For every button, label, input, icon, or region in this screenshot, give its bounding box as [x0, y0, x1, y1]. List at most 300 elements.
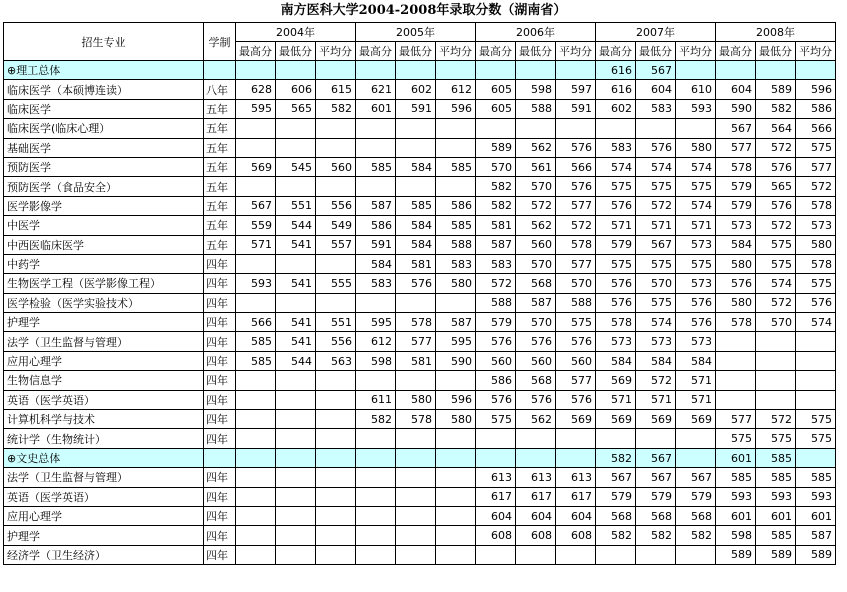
score-cell [676, 448, 716, 467]
duration-cell: 五年 [204, 196, 236, 215]
table-row [4, 138, 836, 157]
score-cell [396, 526, 436, 545]
header-col-avg: 平均分 [796, 42, 836, 61]
score-cell [356, 138, 396, 157]
score-cell: 571 [236, 235, 276, 254]
score-cell [436, 138, 476, 157]
score-cell: 576 [716, 274, 756, 293]
score-cell: 583 [356, 274, 396, 293]
score-cell: 577 [716, 138, 756, 157]
score-cell: 575 [636, 293, 676, 312]
header-year-2005: 2005年 [356, 23, 476, 42]
score-cell: 570 [556, 274, 596, 293]
score-cell: 576 [676, 313, 716, 332]
table-row [4, 196, 836, 215]
score-cell: 575 [556, 313, 596, 332]
score-cell: 591 [556, 99, 596, 118]
score-cell [276, 468, 316, 487]
score-cell [356, 119, 396, 138]
category-label: ⊕理工总体 [4, 61, 204, 80]
score-cell: 580 [716, 254, 756, 273]
score-cell: 588 [436, 235, 476, 254]
score-cell [716, 371, 756, 390]
score-cell: 575 [796, 429, 836, 448]
score-cell [436, 119, 476, 138]
score-cell: 579 [596, 235, 636, 254]
score-cell [276, 526, 316, 545]
duration-cell: 五年 [204, 157, 236, 176]
header-year-2008: 2008年 [716, 23, 836, 42]
score-cell: 613 [476, 468, 516, 487]
score-cell: 584 [716, 235, 756, 254]
table-row [4, 487, 836, 506]
score-cell: 567 [236, 196, 276, 215]
score-cell: 570 [756, 313, 796, 332]
score-cell [436, 61, 476, 80]
score-cell: 569 [596, 371, 636, 390]
score-cell: 576 [756, 196, 796, 215]
score-cell: 598 [356, 351, 396, 370]
score-cell [236, 138, 276, 157]
score-cell [316, 390, 356, 409]
score-cell: 577 [556, 196, 596, 215]
category-row [4, 448, 836, 467]
score-cell: 572 [796, 177, 836, 196]
score-cell: 574 [636, 313, 676, 332]
score-cell: 604 [636, 80, 676, 99]
score-cell: 617 [556, 487, 596, 506]
score-cell: 571 [676, 390, 716, 409]
score-cell: 582 [596, 526, 636, 545]
score-cell: 572 [756, 138, 796, 157]
score-cell: 602 [596, 99, 636, 118]
score-cell: 575 [796, 274, 836, 293]
table-row [4, 545, 836, 564]
score-cell: 576 [676, 293, 716, 312]
major-name: 统计学（生物统计） [4, 429, 204, 448]
score-cell: 541 [276, 332, 316, 351]
score-cell: 578 [716, 157, 756, 176]
score-cell: 573 [676, 332, 716, 351]
score-cell: 560 [476, 351, 516, 370]
score-cell: 584 [636, 351, 676, 370]
score-cell: 566 [796, 119, 836, 138]
score-cell: 570 [636, 274, 676, 293]
header-col-max: 最高分 [236, 42, 276, 61]
score-cell: 601 [716, 506, 756, 525]
score-cell [516, 429, 556, 448]
score-cell: 586 [796, 99, 836, 118]
score-cell: 572 [476, 274, 516, 293]
score-cell: 582 [636, 526, 676, 545]
score-cell: 582 [356, 410, 396, 429]
score-cell: 576 [396, 274, 436, 293]
duration-cell: 四年 [204, 293, 236, 312]
score-cell: 585 [396, 196, 436, 215]
score-cell: 551 [276, 196, 316, 215]
duration-cell: 五年 [204, 119, 236, 138]
duration-cell: 五年 [204, 99, 236, 118]
score-cell: 593 [236, 274, 276, 293]
score-cell: 570 [516, 313, 556, 332]
duration-cell: 五年 [204, 216, 236, 235]
score-cell: 582 [756, 99, 796, 118]
score-cell: 602 [396, 80, 436, 99]
score-cell: 588 [476, 293, 516, 312]
score-cell: 572 [636, 196, 676, 215]
score-cell: 585 [436, 157, 476, 176]
score-cell [436, 177, 476, 196]
major-name: 护理学 [4, 313, 204, 332]
duration-cell [204, 448, 236, 467]
score-cell: 578 [396, 410, 436, 429]
score-cell [356, 61, 396, 80]
score-cell [596, 119, 636, 138]
score-cell: 588 [556, 293, 596, 312]
score-cell: 561 [516, 157, 556, 176]
score-cell: 568 [676, 506, 716, 525]
score-cell: 575 [756, 254, 796, 273]
score-cell: 574 [756, 274, 796, 293]
score-cell [436, 429, 476, 448]
score-cell [236, 119, 276, 138]
score-cell: 572 [636, 371, 676, 390]
score-cell: 574 [636, 157, 676, 176]
table-row [4, 216, 836, 235]
header-col-avg: 平均分 [316, 42, 356, 61]
score-cell: 608 [556, 526, 596, 545]
score-cell: 580 [676, 138, 716, 157]
major-name: 生物信息学 [4, 371, 204, 390]
score-cell: 555 [316, 274, 356, 293]
score-cell: 576 [516, 390, 556, 409]
score-cell: 572 [516, 196, 556, 215]
score-cell: 585 [756, 468, 796, 487]
score-cell [716, 390, 756, 409]
table-row [4, 177, 836, 196]
header-col-max: 最高分 [476, 42, 516, 61]
score-cell: 590 [436, 351, 476, 370]
score-cell [236, 410, 276, 429]
score-cell [476, 61, 516, 80]
score-cell: 595 [436, 332, 476, 351]
score-cell: 571 [596, 216, 636, 235]
score-cell: 585 [716, 468, 756, 487]
major-name: 英语（医学英语） [4, 390, 204, 409]
score-cell: 578 [596, 313, 636, 332]
score-cell [236, 468, 276, 487]
score-cell: 587 [476, 235, 516, 254]
score-cell: 595 [356, 313, 396, 332]
score-cell: 577 [396, 332, 436, 351]
score-cell: 575 [636, 177, 676, 196]
score-cell [356, 293, 396, 312]
score-cell [756, 390, 796, 409]
score-cell: 593 [716, 487, 756, 506]
score-cell: 578 [396, 313, 436, 332]
score-cell [556, 545, 596, 564]
score-cell [236, 545, 276, 564]
header-year-2004: 2004年 [236, 23, 356, 42]
score-cell: 576 [596, 196, 636, 215]
score-cell [316, 526, 356, 545]
score-cell: 571 [676, 216, 716, 235]
score-cell: 580 [716, 293, 756, 312]
score-cell: 584 [396, 235, 436, 254]
duration-cell: 四年 [204, 254, 236, 273]
score-cell [236, 61, 276, 80]
score-cell: 590 [716, 99, 756, 118]
score-cell: 570 [516, 177, 556, 196]
score-cell [316, 254, 356, 273]
score-cell [316, 138, 356, 157]
score-cell [276, 177, 316, 196]
score-cell [276, 429, 316, 448]
score-cell: 585 [356, 157, 396, 176]
score-cell: 568 [516, 371, 556, 390]
score-cell [276, 545, 316, 564]
score-cell: 573 [716, 216, 756, 235]
score-cell: 577 [556, 254, 596, 273]
table-row [4, 351, 836, 370]
table-row [4, 119, 836, 138]
score-cell: 562 [516, 410, 556, 429]
score-cell: 565 [756, 177, 796, 196]
score-cell [396, 506, 436, 525]
score-cell: 593 [676, 99, 716, 118]
score-cell [276, 390, 316, 409]
score-cell: 589 [716, 545, 756, 564]
duration-cell: 四年 [204, 274, 236, 293]
major-name: 临床医学(临床心理） [4, 119, 204, 138]
score-cell [396, 545, 436, 564]
score-cell: 573 [596, 332, 636, 351]
score-cell: 584 [596, 351, 636, 370]
score-cell [396, 371, 436, 390]
score-cell: 604 [716, 80, 756, 99]
score-cell: 579 [716, 177, 756, 196]
score-cell: 611 [356, 390, 396, 409]
score-cell: 575 [716, 429, 756, 448]
duration-cell: 四年 [204, 313, 236, 332]
score-cell: 570 [516, 254, 556, 273]
score-cell [356, 371, 396, 390]
score-cell [396, 293, 436, 312]
score-cell: 573 [636, 332, 676, 351]
score-cell [476, 429, 516, 448]
score-cell [276, 487, 316, 506]
score-cell: 596 [796, 80, 836, 99]
score-cell: 574 [796, 313, 836, 332]
major-name: 预防医学（食品安全） [4, 177, 204, 196]
score-cell: 598 [716, 526, 756, 545]
major-name: 经济学（卫生经济） [4, 545, 204, 564]
score-cell: 544 [276, 351, 316, 370]
score-cell [396, 487, 436, 506]
table-row [4, 293, 836, 312]
table-row [4, 99, 836, 118]
score-cell: 578 [796, 254, 836, 273]
score-cell: 589 [756, 545, 796, 564]
score-cell [476, 119, 516, 138]
score-cell [636, 119, 676, 138]
score-cell: 581 [396, 351, 436, 370]
score-cell [276, 61, 316, 80]
score-cell [516, 61, 556, 80]
score-cell: 582 [476, 196, 516, 215]
duration-cell: 四年 [204, 410, 236, 429]
score-cell: 593 [756, 487, 796, 506]
score-cell: 585 [756, 526, 796, 545]
score-cell [236, 448, 276, 467]
score-cell [396, 468, 436, 487]
duration-cell: 四年 [204, 371, 236, 390]
score-cell: 612 [436, 80, 476, 99]
score-cell: 569 [556, 410, 596, 429]
duration-cell: 四年 [204, 468, 236, 487]
score-cell: 583 [436, 254, 476, 273]
score-cell [236, 371, 276, 390]
major-name: 英语（医学英语） [4, 487, 204, 506]
table-row [4, 390, 836, 409]
score-cell: 598 [516, 80, 556, 99]
score-cell [316, 506, 356, 525]
score-cell [596, 429, 636, 448]
score-cell: 585 [796, 468, 836, 487]
table-row [4, 506, 836, 525]
score-cell [716, 61, 756, 80]
score-cell: 617 [516, 487, 556, 506]
score-cell [316, 371, 356, 390]
header-col-max: 最高分 [596, 42, 636, 61]
score-cell: 605 [476, 80, 516, 99]
score-cell [396, 177, 436, 196]
score-cell: 578 [556, 235, 596, 254]
major-name: 基础医学 [4, 138, 204, 157]
score-cell [356, 177, 396, 196]
score-cell [756, 371, 796, 390]
score-cell [396, 429, 436, 448]
duration-cell [204, 61, 236, 80]
header-row-years [4, 23, 836, 42]
score-cell [636, 429, 676, 448]
score-cell [556, 61, 596, 80]
category-row [4, 61, 836, 80]
score-cell [276, 371, 316, 390]
score-cell: 567 [636, 448, 676, 467]
duration-cell: 四年 [204, 487, 236, 506]
score-cell [396, 138, 436, 157]
score-cell: 576 [596, 293, 636, 312]
score-cell: 575 [676, 177, 716, 196]
score-cell: 580 [796, 235, 836, 254]
header-duration: 学制 [204, 23, 236, 61]
major-name: 法学（卫生监督与管理） [4, 468, 204, 487]
score-cell: 585 [236, 332, 276, 351]
score-cell: 584 [396, 216, 436, 235]
score-cell: 587 [796, 526, 836, 545]
score-cell: 584 [676, 351, 716, 370]
table-row [4, 332, 836, 351]
score-cell: 595 [236, 99, 276, 118]
score-cell: 589 [756, 80, 796, 99]
score-cell: 578 [796, 196, 836, 215]
score-cell: 574 [676, 196, 716, 215]
score-cell: 579 [716, 196, 756, 215]
score-cell: 571 [636, 390, 676, 409]
score-cell: 575 [756, 429, 796, 448]
score-cell [276, 254, 316, 273]
header-col-min: 最低分 [756, 42, 796, 61]
score-table [3, 22, 836, 565]
score-cell [236, 177, 276, 196]
score-cell: 573 [796, 216, 836, 235]
score-cell: 567 [596, 468, 636, 487]
score-cell: 572 [556, 216, 596, 235]
major-name: 中西医临床医学 [4, 235, 204, 254]
header-col-max: 最高分 [716, 42, 756, 61]
score-cell: 559 [236, 216, 276, 235]
score-cell: 579 [596, 487, 636, 506]
score-cell: 575 [636, 254, 676, 273]
score-cell: 557 [316, 235, 356, 254]
score-cell [356, 487, 396, 506]
score-cell: 597 [556, 80, 596, 99]
score-cell [476, 545, 516, 564]
score-cell [796, 448, 836, 467]
score-cell: 566 [556, 157, 596, 176]
score-cell: 576 [756, 157, 796, 176]
table-row [4, 526, 836, 545]
score-cell [436, 293, 476, 312]
score-cell: 576 [556, 138, 596, 157]
score-cell: 541 [276, 313, 316, 332]
score-cell [436, 526, 476, 545]
score-cell: 564 [756, 119, 796, 138]
score-cell: 576 [596, 274, 636, 293]
major-name: 计算机科学与技术 [4, 410, 204, 429]
table-row [4, 254, 836, 273]
score-cell: 606 [276, 80, 316, 99]
score-cell: 589 [476, 138, 516, 157]
score-cell: 581 [476, 216, 516, 235]
score-cell [436, 371, 476, 390]
score-cell [276, 293, 316, 312]
score-cell [316, 545, 356, 564]
score-cell: 583 [596, 138, 636, 157]
score-cell [436, 468, 476, 487]
score-cell [636, 545, 676, 564]
score-cell: 601 [356, 99, 396, 118]
score-cell: 581 [396, 254, 436, 273]
score-cell [396, 448, 436, 467]
score-cell: 571 [596, 390, 636, 409]
score-cell [716, 332, 756, 351]
score-cell: 587 [516, 293, 556, 312]
score-cell [796, 61, 836, 80]
header-col-min: 最低分 [276, 42, 316, 61]
header-major: 招生专业 [4, 23, 204, 61]
score-cell: 565 [276, 99, 316, 118]
score-cell: 580 [436, 274, 476, 293]
score-cell: 586 [476, 371, 516, 390]
score-cell: 596 [436, 99, 476, 118]
score-cell: 591 [356, 235, 396, 254]
major-name: 中药学 [4, 254, 204, 273]
duration-cell: 五年 [204, 177, 236, 196]
score-cell: 570 [476, 157, 516, 176]
score-cell: 591 [396, 99, 436, 118]
